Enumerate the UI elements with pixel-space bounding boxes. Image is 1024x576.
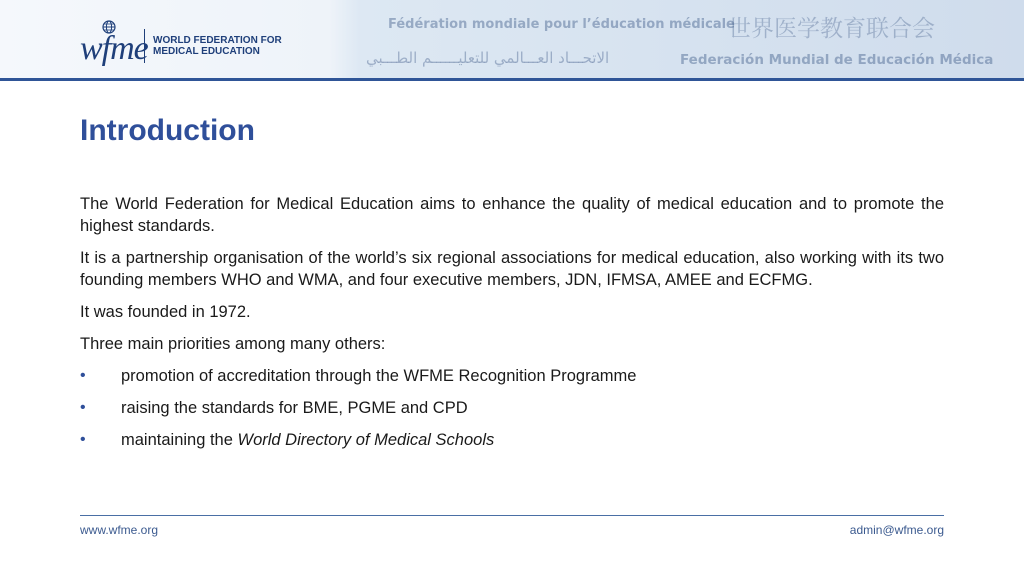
wfme-logo[interactable] <box>80 20 282 72</box>
logo-org-line2: MEDICAL EDUCATION <box>153 46 260 57</box>
logo-org-line1: WORLD FEDERATION FOR <box>153 35 282 46</box>
globe-icon <box>102 20 116 34</box>
header-spanish-name: Federación Mundial de Educación Médica <box>680 52 994 68</box>
logo-wordmark: wfme <box>80 30 148 67</box>
priority-item <box>80 397 944 419</box>
header-chinese-name: 世界医学教育联合会 <box>728 16 935 42</box>
priorities-list <box>80 365 944 451</box>
footer-email-link[interactable]: admin@wfme.org <box>849 523 944 537</box>
footer-divider <box>80 515 944 516</box>
header-french-name: Fédération mondiale pour l’éducation médicale <box>388 17 735 32</box>
bullet-icon: • <box>80 399 86 416</box>
header-banner <box>0 0 1024 78</box>
priority-item <box>80 365 944 387</box>
bullet-icon: • <box>80 431 86 448</box>
priority-text: promotion of accreditation through the WFME Recognition Programme <box>121 367 637 385</box>
intro-paragraph-2: It is a partnership organisation of the world’s six regional associations for medical education, also working with its two founding members WHO and WMA, and four executive members, JDN, IFMSA, AMEE and ECFMG. <box>80 249 944 289</box>
world-directory-title: World Directory of Medical Schools <box>237 431 495 449</box>
intro-paragraph-3: It was founded in 1972. <box>80 303 251 321</box>
slide-title: Introduction <box>80 114 255 147</box>
logo-mark <box>80 20 148 72</box>
intro-paragraph-4: Three main priorities among many others: <box>80 335 386 353</box>
priority-item <box>80 429 944 451</box>
priority-text-prefix: maintaining the <box>121 431 238 449</box>
bullet-icon: • <box>80 367 86 384</box>
priority-text: raising the standards for BME, PGME and CPD <box>121 399 468 417</box>
logo-org-name <box>153 35 282 57</box>
header-divider <box>0 78 1024 81</box>
header-arabic-name: الاتحـــاد العـــالمي للتعليــــــم الطـــبي <box>366 49 610 67</box>
slide-body <box>80 193 944 461</box>
footer-website-link[interactable]: www.wfme.org <box>80 523 159 537</box>
intro-paragraph-1: The World Federation for Medical Education aims to enhance the quality of medical education and to promote the highest standards. <box>80 195 944 235</box>
